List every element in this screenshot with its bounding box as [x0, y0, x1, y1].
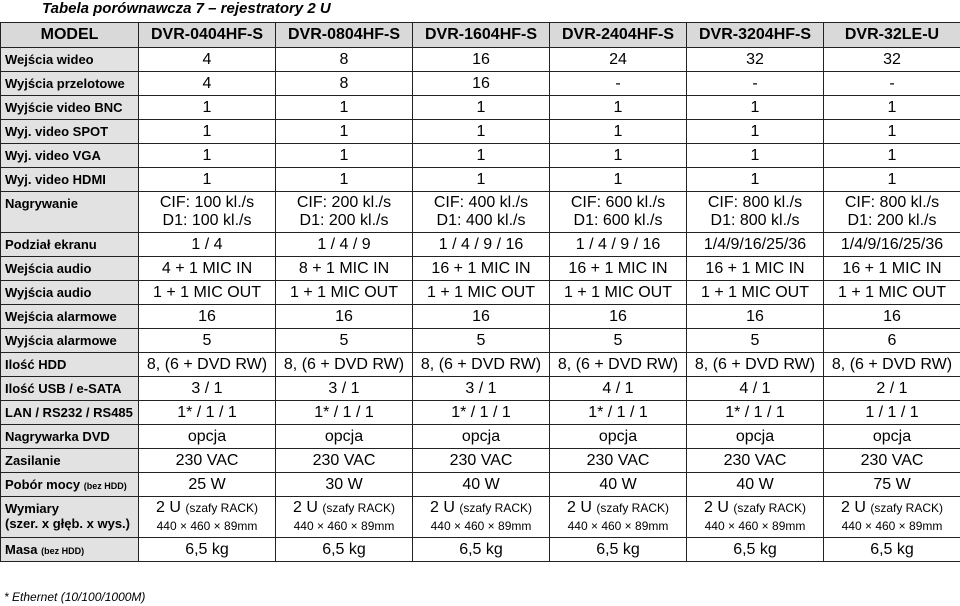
table-header-row	[1, 23, 960, 48]
table-cell: 8, (6 + DVD RW)	[276, 353, 413, 377]
table-row	[1, 120, 960, 144]
table-cell: 1	[687, 168, 824, 192]
table-cell	[139, 497, 276, 538]
row-label-text: Zasilanie	[5, 453, 61, 468]
table-cell: 6	[824, 329, 960, 353]
row-label-note: (bez HDD)	[83, 481, 127, 491]
table-cell: 3 / 1	[139, 377, 276, 401]
table-cell: 16	[276, 305, 413, 329]
table-cell: 6,5 kg	[824, 538, 960, 562]
table-row	[1, 329, 960, 353]
table-cell: 16	[550, 305, 687, 329]
table-cell: 1	[139, 144, 276, 168]
table-cell: 1 / 4 / 9 / 16	[413, 233, 550, 257]
table-row	[1, 538, 960, 562]
table-cell: 1 / 4 / 9	[276, 233, 413, 257]
cell-line: CIF: 400 kl./s	[433, 194, 529, 211]
table-cell: 16 + 1 MIC IN	[413, 257, 550, 281]
cell-line: D1: 200 kl./s	[847, 212, 937, 229]
table-row	[1, 281, 960, 305]
table-cell: 1* / 1 / 1	[550, 401, 687, 425]
row-label	[1, 425, 139, 449]
table-cell: 8, (6 + DVD RW)	[550, 353, 687, 377]
row-label-text: Nagrywarka DVD	[5, 429, 110, 444]
row-label	[1, 281, 139, 305]
table-cell: 75 W	[824, 473, 960, 497]
table-cell: 1 + 1 MIC OUT	[139, 281, 276, 305]
table-cell	[550, 192, 687, 233]
table-cell: 8, (6 + DVD RW)	[139, 353, 276, 377]
row-label	[1, 449, 139, 473]
table-cell: 1	[824, 96, 960, 120]
table-cell: 40 W	[550, 473, 687, 497]
table-row	[1, 401, 960, 425]
table-cell: 1	[139, 168, 276, 192]
table-row	[1, 96, 960, 120]
table-cell: 8, (6 + DVD RW)	[824, 353, 960, 377]
table-row	[1, 168, 960, 192]
table-cell: 1	[139, 96, 276, 120]
cell-line: (szafy RACK)	[870, 501, 944, 515]
table-row	[1, 192, 960, 233]
row-label-text: Wyj. video VGA	[5, 148, 101, 163]
header-col-5: DVR-3204HF-S	[687, 23, 824, 48]
table-cell: 1 / 1 / 1	[824, 401, 960, 425]
cell-line: 2 U	[429, 499, 455, 516]
table-cell: opcja	[824, 425, 960, 449]
table-cell: 32	[824, 48, 960, 72]
table-cell: 1	[550, 96, 687, 120]
cell-line: 2 U	[703, 499, 729, 516]
cell-line: 440 × 460 × 89mm	[156, 519, 258, 533]
table-cell: opcja	[276, 425, 413, 449]
table-row	[1, 473, 960, 497]
table-cell: 1 + 1 MIC OUT	[550, 281, 687, 305]
cell-line: (szafy RACK)	[185, 501, 259, 515]
table-cell	[687, 192, 824, 233]
table-cell: 16	[413, 72, 550, 96]
table-cell: 1	[413, 96, 550, 120]
row-label-sub: (szer. x głęb. x wys.)	[5, 516, 130, 531]
cell-line: D1: 400 kl./s	[436, 212, 526, 229]
table-cell	[413, 192, 550, 233]
header-col-2: DVR-0804HF-S	[276, 23, 413, 48]
table-cell: 1	[550, 168, 687, 192]
table-cell: 1* / 1 / 1	[276, 401, 413, 425]
table-cell: 8	[276, 72, 413, 96]
table-cell: 1	[413, 168, 550, 192]
table-cell: 6,5 kg	[139, 538, 276, 562]
row-label	[1, 497, 139, 538]
table-cell: 5	[687, 329, 824, 353]
row-label-text: Podział ekranu	[5, 237, 97, 252]
table-cell: 1	[413, 144, 550, 168]
header-col-6: DVR-32LE-U	[824, 23, 960, 48]
table-cell: 1	[824, 120, 960, 144]
table-row	[1, 48, 960, 72]
row-label-text: Wyjścia przelotowe	[5, 76, 125, 91]
row-label-text: Wyjścia alarmowe	[5, 333, 117, 348]
table-cell: -	[550, 72, 687, 96]
row-label-text: Pobór mocy	[5, 477, 81, 492]
table-cell: opcja	[687, 425, 824, 449]
table-cell: 6,5 kg	[687, 538, 824, 562]
table-cell: 230 VAC	[550, 449, 687, 473]
cell-line: 2 U	[155, 499, 181, 516]
row-label-text: Wejścia audio	[5, 261, 92, 276]
cell-line: 440 × 460 × 89mm	[704, 519, 806, 533]
table-cell: 5	[413, 329, 550, 353]
cell-line: (szafy RACK)	[322, 501, 396, 515]
row-label	[1, 305, 139, 329]
table-cell: 1	[413, 120, 550, 144]
table-cell: 40 W	[687, 473, 824, 497]
cell-line: D1: 100 kl./s	[162, 212, 252, 229]
table-cell: 1 + 1 MIC OUT	[413, 281, 550, 305]
cell-line: 440 × 460 × 89mm	[430, 519, 532, 533]
row-label-text: Wejścia wideo	[5, 52, 94, 67]
table-row	[1, 257, 960, 281]
table-caption: Tabela porównawcza 7 – rejestratory 2 U	[42, 0, 331, 17]
table-body	[1, 48, 960, 562]
table-cell: 1	[687, 96, 824, 120]
table-cell: 16	[687, 305, 824, 329]
table-cell: 16	[413, 48, 550, 72]
table-cell: 1	[276, 96, 413, 120]
cell-line: CIF: 800 kl./s	[707, 194, 803, 211]
table-cell: 1	[276, 144, 413, 168]
row-label	[1, 144, 139, 168]
table-cell: 8	[276, 48, 413, 72]
table-cell: 16 + 1 MIC IN	[824, 257, 960, 281]
table-cell: 32	[687, 48, 824, 72]
table-cell: 4 / 1	[687, 377, 824, 401]
cell-line: D1: 600 kl./s	[573, 212, 663, 229]
cell-line: D1: 200 kl./s	[299, 212, 389, 229]
table-cell: opcja	[550, 425, 687, 449]
table-cell: 16	[139, 305, 276, 329]
row-label	[1, 377, 139, 401]
table-row	[1, 497, 960, 538]
cell-line: D1: 800 kl./s	[710, 212, 800, 229]
table-row	[1, 377, 960, 401]
table-cell: 1	[687, 120, 824, 144]
table-cell: 3 / 1	[276, 377, 413, 401]
table-cell: 1	[550, 144, 687, 168]
header-col-1: DVR-0404HF-S	[139, 23, 276, 48]
table-cell: 5	[139, 329, 276, 353]
table-cell: 1 / 4 / 9 / 16	[550, 233, 687, 257]
table-row	[1, 449, 960, 473]
table-cell: 230 VAC	[413, 449, 550, 473]
table-cell: 30 W	[276, 473, 413, 497]
table-row	[1, 72, 960, 96]
table-cell	[824, 192, 960, 233]
table-cell: 3 / 1	[413, 377, 550, 401]
table-cell: 4 + 1 MIC IN	[139, 257, 276, 281]
row-label-text: Wyj. video HDMI	[5, 172, 106, 187]
cell-line: 2 U	[292, 499, 318, 516]
row-label-text: LAN / RS232 / RS485	[5, 405, 133, 420]
table-cell: 1 / 4	[139, 233, 276, 257]
table-cell: 1* / 1 / 1	[687, 401, 824, 425]
footnote: * Ethernet (10/100/1000M)	[4, 590, 146, 604]
cell-line: 440 × 460 × 89mm	[567, 519, 669, 533]
table-cell: 1	[139, 120, 276, 144]
row-label-text: Ilość HDD	[5, 357, 67, 372]
table-cell: 1	[550, 120, 687, 144]
cell-line: 2 U	[566, 499, 592, 516]
table-cell: 8 + 1 MIC IN	[276, 257, 413, 281]
table-cell: 8, (6 + DVD RW)	[413, 353, 550, 377]
table-row	[1, 144, 960, 168]
header-model: MODEL	[1, 23, 139, 48]
row-label	[1, 168, 139, 192]
table-cell: 1	[824, 168, 960, 192]
table-cell: 8, (6 + DVD RW)	[687, 353, 824, 377]
table-cell: 16	[824, 305, 960, 329]
cell-line: (szafy RACK)	[733, 501, 807, 515]
cell-line: CIF: 800 kl./s	[844, 194, 940, 211]
table-cell: 4	[139, 72, 276, 96]
row-label-text: Wymiary	[5, 501, 59, 516]
table-cell: 1* / 1 / 1	[139, 401, 276, 425]
row-label	[1, 48, 139, 72]
cell-line: 2 U	[840, 499, 866, 516]
table-cell: 4 / 1	[550, 377, 687, 401]
table-cell	[550, 497, 687, 538]
table-cell: -	[687, 72, 824, 96]
comparison-table	[0, 22, 960, 562]
table-cell: 1/4/9/16/25/36	[687, 233, 824, 257]
table-cell: 1	[276, 168, 413, 192]
row-label-text: Wejścia alarmowe	[5, 309, 117, 324]
cell-line: CIF: 200 kl./s	[296, 194, 392, 211]
row-label-text: Wyjścia audio	[5, 285, 92, 300]
table-cell: 6,5 kg	[276, 538, 413, 562]
cell-line: (szafy RACK)	[596, 501, 670, 515]
table-cell: 5	[550, 329, 687, 353]
table-row	[1, 233, 960, 257]
table-cell: 5	[276, 329, 413, 353]
table-cell	[687, 497, 824, 538]
table-cell: 230 VAC	[139, 449, 276, 473]
header-col-3: DVR-1604HF-S	[413, 23, 550, 48]
table-cell	[276, 192, 413, 233]
table-row	[1, 353, 960, 377]
table-cell: opcja	[139, 425, 276, 449]
row-label	[1, 96, 139, 120]
row-label-text: Wyjście video BNC	[5, 100, 123, 115]
table-cell	[824, 497, 960, 538]
row-label	[1, 401, 139, 425]
table-cell: 24	[550, 48, 687, 72]
table-cell: 1	[824, 144, 960, 168]
row-label	[1, 538, 139, 562]
table-cell	[139, 192, 276, 233]
cell-line: CIF: 600 kl./s	[570, 194, 666, 211]
table-cell: 16 + 1 MIC IN	[550, 257, 687, 281]
table-cell: 25 W	[139, 473, 276, 497]
cell-line: CIF: 100 kl./s	[159, 194, 255, 211]
table-cell: 1 + 1 MIC OUT	[276, 281, 413, 305]
row-label	[1, 72, 139, 96]
row-label-note: (bez HDD)	[41, 546, 85, 556]
table-cell: 2 / 1	[824, 377, 960, 401]
table-cell: 1	[276, 120, 413, 144]
table-cell: -	[824, 72, 960, 96]
table-cell: 16	[413, 305, 550, 329]
row-label-text: Wyj. video SPOT	[5, 124, 109, 139]
table-cell: 1 + 1 MIC OUT	[824, 281, 960, 305]
row-label	[1, 257, 139, 281]
row-label-text: Ilość USB / e-SATA	[5, 381, 122, 396]
table-cell	[413, 497, 550, 538]
cell-line: 440 × 460 × 89mm	[293, 519, 395, 533]
table-cell: 1* / 1 / 1	[413, 401, 550, 425]
header-col-4: DVR-2404HF-S	[550, 23, 687, 48]
cell-line: 440 × 460 × 89mm	[841, 519, 943, 533]
table-cell: opcja	[413, 425, 550, 449]
table-cell: 1	[687, 144, 824, 168]
row-label	[1, 329, 139, 353]
table-row	[1, 425, 960, 449]
table-cell: 6,5 kg	[550, 538, 687, 562]
row-label-text: Nagrywanie	[5, 196, 78, 211]
table-cell: 16 + 1 MIC IN	[687, 257, 824, 281]
row-label	[1, 120, 139, 144]
table-cell	[276, 497, 413, 538]
row-label	[1, 473, 139, 497]
table-cell: 1 + 1 MIC OUT	[687, 281, 824, 305]
row-label	[1, 192, 139, 233]
table-cell: 230 VAC	[276, 449, 413, 473]
table-cell: 1/4/9/16/25/36	[824, 233, 960, 257]
table-cell: 230 VAC	[687, 449, 824, 473]
table-cell: 6,5 kg	[413, 538, 550, 562]
table-cell: 230 VAC	[824, 449, 960, 473]
row-label	[1, 353, 139, 377]
table-cell: 4	[139, 48, 276, 72]
cell-line: (szafy RACK)	[459, 501, 533, 515]
row-label	[1, 233, 139, 257]
table-row	[1, 305, 960, 329]
table-cell: 40 W	[413, 473, 550, 497]
row-label-text: Masa	[5, 542, 38, 557]
